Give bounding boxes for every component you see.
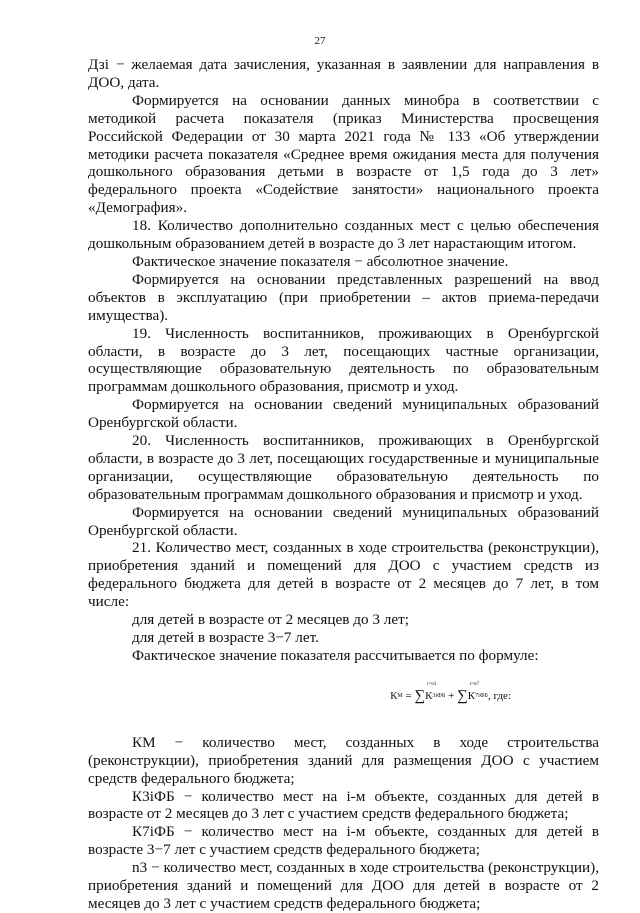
paragraph: 21. Количество мест, созданных в ходе строительства (реконструкции), приобретения зданий и помещений для ДОО с участием средств из федерального бюджета для детей в возрасте от 2 месяцев до 7 лет, в том числе:: [88, 539, 599, 611]
definition: n3 − количество мест, созданных в ходе строительства (реконструкции), приобретения зданий и помещений для ДОО для детей в возрасте от 2 месяцев до 3 лет с участием средств федерального бюджета;: [88, 859, 599, 912]
formula-sum-sign: ∑: [414, 687, 426, 704]
definition: К3іФБ − количество мест на i-м объекте, созданных для детей в возрасте от 2 месяцев до 3 лет с участием средств федерального бюджета;: [88, 787, 599, 823]
paragraph: Фактическое значение показателя рассчитывается по формуле:: [132, 646, 539, 664]
formula: [88, 669, 599, 724]
paragraph: Фактическое значение показателя − абсолютное значение.: [132, 252, 509, 270]
formula-term-sub: 3іФБ: [432, 693, 446, 700]
paragraph: Дзі − желаемая дата зачисления, указанная в заявлении для направления в ДОО, дата.: [88, 56, 599, 91]
formula-sum-sign: ∑: [457, 687, 468, 704]
formula-limit: і=n3: [427, 682, 437, 688]
paragraph: Формируется на основании данных минобра в соответствии с методикой расчета показателя (приказ Министерства просвещения Российской Федерации от 30 марта 2021 года № 133 «Об утверждении методики расчета показателя «Среднее время ожидания места для получения дошкольного образования детьми в возрасте от 1,5 года до 3 лет» федерального проекта «Содействие занятости» национального проекта «Демография».: [88, 91, 599, 217]
paragraph: Формируется на основании представленных разрешений на ввод объектов в эксплуатацию (при приобретении – актов приема-передачи имущества).: [88, 270, 599, 324]
paragraph: 18. Количество дополнительно созданных мест с целью обеспечения дошкольным образованием детей в возрасте до 3 лет нарастающим итогом.: [88, 217, 599, 253]
page-body: [88, 56, 599, 913]
page-number: 27: [314, 35, 326, 47]
formula-term-sub: 7іФБ: [475, 693, 488, 700]
formula-term: К: [467, 690, 476, 703]
formula-plus: +: [445, 690, 458, 703]
formula-lhs-sub: М: [397, 693, 403, 700]
definition: КМ − количество мест, созданных в ходе строительства (реконструкции), приобретения зданий для размещения ДОО с участием средств федерального бюджета;: [88, 733, 599, 787]
paragraph: 20. Численность воспитанников, проживающих в Оренбургской области, в возрасте до 3 лет, посещающих государственные и муниципальные организации, осуществляющие образовательную деятельность по образовательным программам дошкольного образования и присмотр и уход.: [88, 432, 599, 503]
formula-equals: =: [402, 690, 415, 703]
formula-limit: і=n7: [469, 682, 480, 688]
formula-term: К: [425, 690, 433, 703]
paragraph: для детей в возрасте от 2 месяцев до 3 лет;: [132, 611, 409, 629]
paragraph: для детей в возрасте 3−7 лет.: [132, 629, 319, 646]
paragraph: Формируется на основании сведений муниципальных образований Оренбургской области.: [88, 396, 599, 432]
definition: К7іФБ − количество мест на i-м объекте, созданных для детей в возрасте 3−7 лет с участием средств федерального бюджета;: [88, 823, 599, 859]
formula-lhs: К: [390, 690, 398, 703]
paragraph: Формируется на основании сведений муниципальных образований Оренбургской области.: [88, 503, 599, 539]
paragraph: 19. Численность воспитанников, проживающих в Оренбургской области, в возрасте до 3 лет, посещающих частные организации, осуществляющие образовательную деятельность по образовательным программам дошкольного образования, присмотр и уход.: [88, 324, 599, 396]
formula-tail: , где:: [488, 690, 511, 703]
